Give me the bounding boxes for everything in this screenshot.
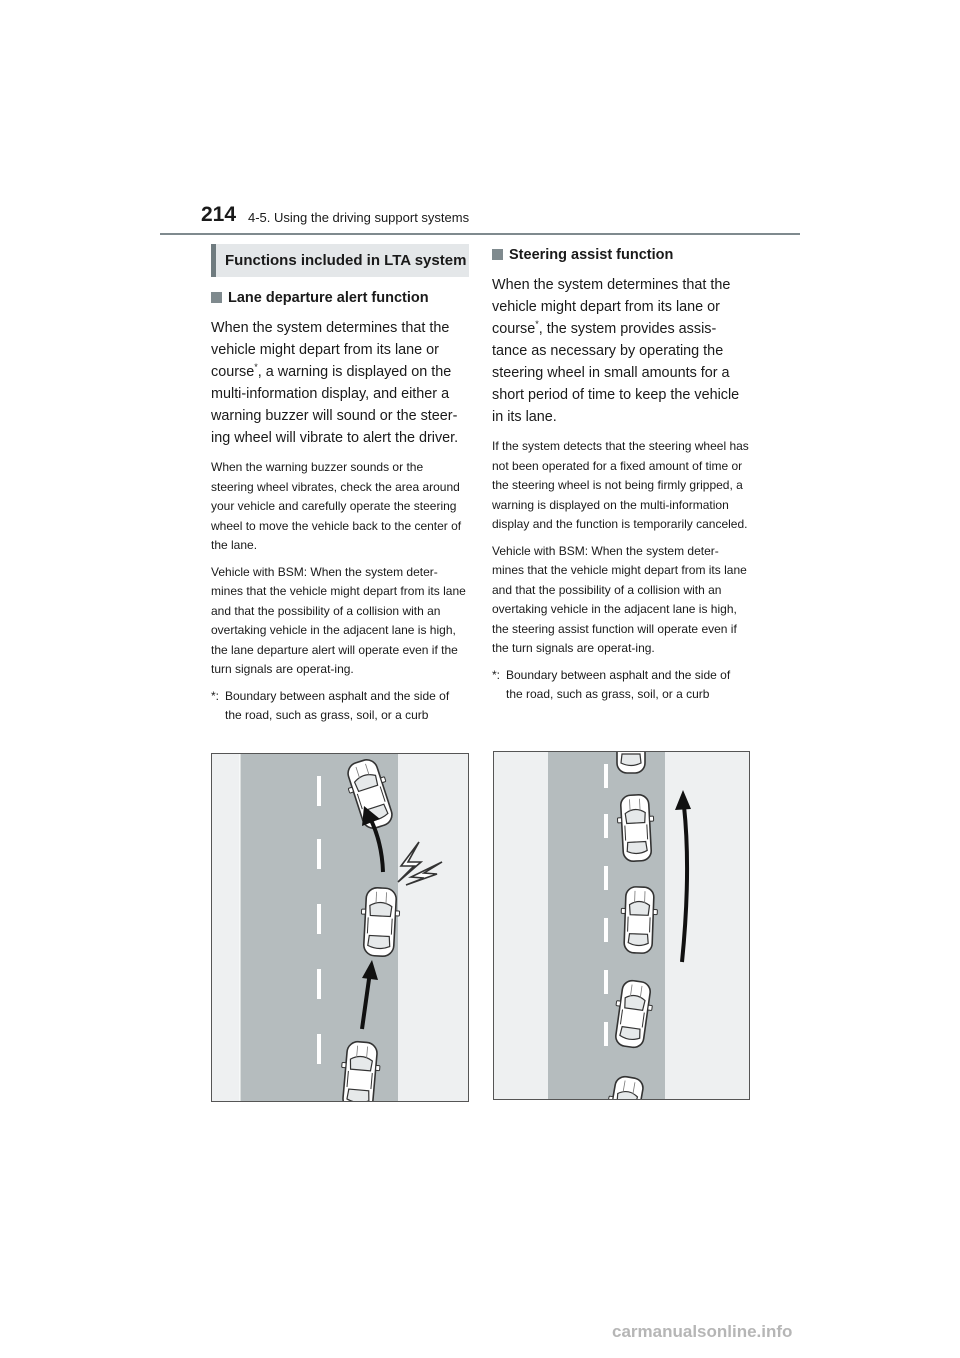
right-column — [492, 244, 750, 705]
lane-departure-heading — [211, 287, 469, 309]
steering-grip-note: If the system detects that the steering wheel has not been operated for a fixed amount of time or the steering wheel is not being firmly gripped, a warning is displayed on the multi-information display and the function is temporarily canceled. — [492, 439, 749, 531]
section-title: 4-5. Using the driving support systems — [248, 210, 470, 225]
footnote-mark: *: — [492, 667, 501, 682]
lane-departure-diagram — [212, 754, 468, 1101]
lane-departure-para-a: When the system determines that the vehicle might depart from its lane or course — [211, 320, 450, 380]
footnote — [211, 687, 469, 726]
steering-assist-diagram — [494, 752, 749, 1099]
lane-departure-illustration — [211, 753, 469, 1102]
steering-assist-para-a: When the system determines that the vehicle might depart from its lane or course — [492, 277, 731, 337]
steering-assist-paragraph — [492, 274, 750, 428]
footnote-text: Boundary between asphalt and the side of the road, such as grass, soil, or a curb — [506, 667, 731, 701]
page-number: 214 — [201, 203, 237, 226]
bsm-note: Vehicle with BSM: When the system deter-mines that the vehicle might depart from its lane and that the possibility of a collision with an overtaking vehicle in the adjacent lane is high, the steering assist function will operate even if the turn signals are operat-ing. — [492, 543, 747, 655]
lane-departure-paragraph — [211, 317, 469, 449]
footnote-mark: *: — [211, 688, 220, 703]
functions-box-title: Functions included in LTA system — [211, 244, 469, 277]
steering-assist-para-b: , the system provides assis-tance as necessary by operating the steering wheel in small amounts for a short period of time to keep the vehicle in its lane. — [492, 321, 740, 425]
lane-departure-heading-text: Lane departure alert function — [228, 290, 429, 306]
header-rule — [160, 233, 800, 235]
asterisk-mark: * — [535, 319, 539, 330]
square-bullet-icon — [211, 292, 222, 303]
footnote — [492, 666, 750, 705]
car-3 — [620, 886, 658, 953]
lane-departure-para-b: , a warning is displayed on the multi-information display, and either a warning buzzer will sound or the steer-ing wheel will vibrate to alert the driver. — [211, 364, 459, 446]
asterisk-mark: * — [254, 362, 258, 373]
bsm-note: Vehicle with BSM: When the system deter-mines that the vehicle might depart from its lane and that the possibility of a collision with an overtaking vehicle in the adjacent lane is high, the lane departure alert will operate even if the turn signals are operat-ing. — [211, 564, 466, 676]
watermark: carmanualsonline.info — [612, 1322, 793, 1341]
footnote-text: Boundary between asphalt and the side of the road, such as grass, soil, or a curb — [225, 688, 450, 722]
warning-buzzer-note: When the warning buzzer sounds or the steering wheel vibrates, check the area around your vehicle and carefully operate the steering wheel to move the vehicle back to the center of the lane. — [211, 460, 462, 552]
steering-assist-illustration — [493, 751, 750, 1100]
square-bullet-icon — [492, 249, 503, 260]
left-column — [211, 244, 469, 726]
steering-assist-heading-text: Steering assist function — [509, 247, 674, 263]
steering-assist-heading — [492, 244, 750, 266]
